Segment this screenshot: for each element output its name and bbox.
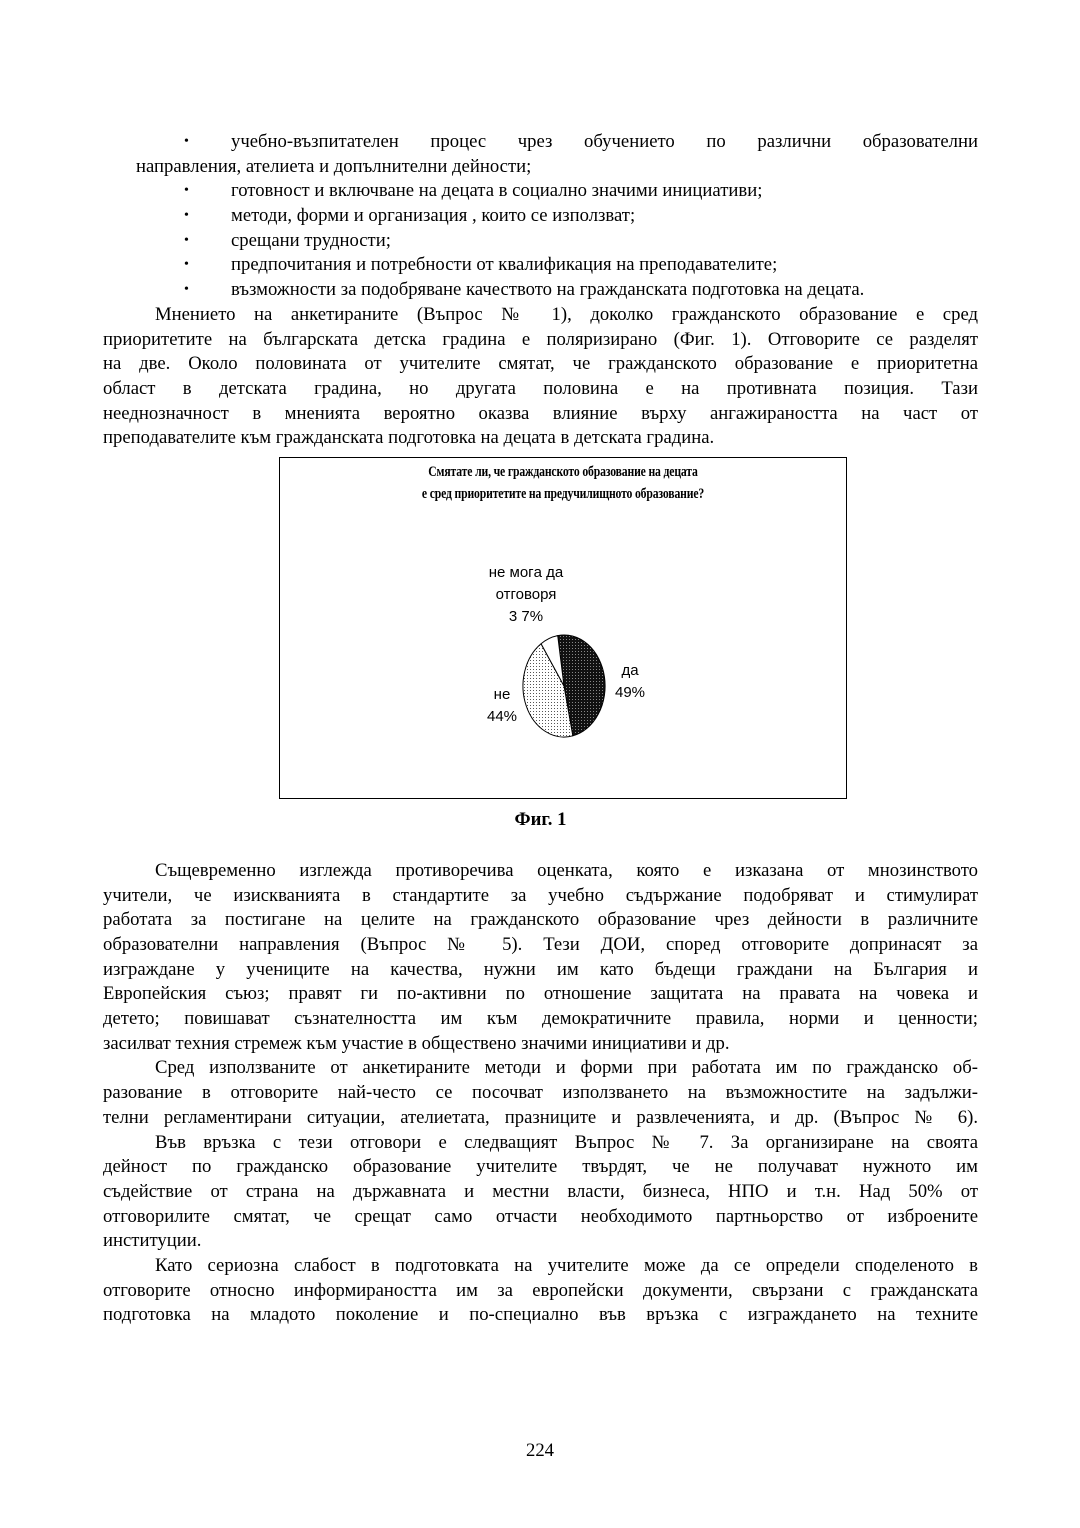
bullet-item: • възможности за подобряване качеството на гражданската подготовка на децата. bbox=[103, 278, 978, 303]
bullet-dot-icon: • bbox=[184, 282, 189, 298]
text-line: област в детската градина, но другата половина е на противната позиция. Тази bbox=[103, 377, 978, 399]
slice-label-yes: да 49% bbox=[614, 661, 646, 701]
bullet-continuation: направления, ателиета и допълнителни дейности; bbox=[136, 155, 532, 177]
bullet-item: • методи, форми и организация , които се използват; bbox=[103, 204, 978, 229]
chart-title-line1: Смятате ли, че гражданското образование на децата bbox=[428, 463, 698, 480]
text-line: институции. bbox=[103, 1230, 202, 1252]
paragraph-5 bbox=[103, 1254, 978, 1328]
text-line: отговорилите смятат, че срещат само отчасти необходимото партньорство от изброените bbox=[103, 1205, 978, 1227]
bullet-dot-icon: • bbox=[184, 257, 189, 273]
paragraph-1 bbox=[103, 303, 978, 451]
text-line: Мнението на анкетираните (Въпрос № 1), доколко гражданското образование е сред bbox=[155, 303, 978, 325]
text-line: работата за постигане на целите на гражданското образование чрез дейности в различните bbox=[103, 909, 978, 931]
bullet-dot-icon: • bbox=[184, 134, 189, 149]
text-line: приоритетите на българската детска градина е поляризирано (Фиг. 1). Отговорите се разделят bbox=[103, 328, 978, 350]
bullet-dot-icon: • bbox=[184, 208, 189, 224]
chart-title-line2: е сред приоритетите на предучилищното образование? bbox=[421, 485, 705, 502]
pie-chart bbox=[280, 458, 845, 798]
bullet-item: • срещани трудности; bbox=[103, 229, 978, 254]
bullet-item: • учебно-възпитателен процес чрез обучението по различни образователни bbox=[103, 130, 978, 155]
text-line: изграждане у учениците на качества, нужни им като бъдещи граждани на България и bbox=[103, 958, 978, 980]
text-line: Като сериозна слабост в подготовката на учителите може да се определи споделеното в bbox=[155, 1254, 978, 1276]
paragraph-4 bbox=[103, 1131, 978, 1254]
pie-chart-figure bbox=[279, 457, 847, 799]
text-line: дейност по гражданско образование учителите твърдят, че не получават нужното им bbox=[103, 1156, 978, 1178]
bullet-item: • предпочитания и потребности от квалификация на преподавателите; bbox=[103, 253, 978, 278]
text-line: учители, че изискванията в стандартите за учебно съдържание подобряват и стимулират bbox=[103, 884, 978, 906]
text-line: разование в отговорите най-често се посочват използването на възможностите на задължи- bbox=[103, 1082, 978, 1104]
text-line: образователни направления (Въпрос № 5). Тези ДОИ, според отговорите допринасят за bbox=[103, 934, 978, 955]
text-line: Същевременно изглежда противоречива оценката, която е изказана от мнозинството bbox=[155, 859, 978, 881]
page-body bbox=[103, 130, 978, 1328]
text-line: детето; повишават съзнателността им към демократичните правила, норми и ценности; bbox=[103, 1008, 978, 1030]
figure-caption: Фиг. 1 bbox=[514, 808, 567, 830]
text-line: преподавателите към гражданската подготовка на децата в детската градина. bbox=[103, 427, 715, 449]
text-line: съдействие от страна на държавната и местни власти, бизнеса, НПО и т.н. Над 50% от bbox=[103, 1180, 978, 1202]
paragraph-3 bbox=[103, 1056, 978, 1130]
text-line: отговорите относно информираността им за европейски документи, свързани с гражданската bbox=[103, 1279, 978, 1301]
text-line: на две. Около половината от учителите смятат, че гражданското образование е приоритетна bbox=[103, 353, 978, 375]
paragraph-2 bbox=[103, 859, 978, 1057]
text-line: Във връзка с тези отговори е следващият Въпрос № 7. За организиране на своята bbox=[155, 1131, 978, 1153]
text-line: подготовка на младото поколение и по-специално във връзка с изграждането на техните bbox=[103, 1304, 978, 1326]
bullet-item: • готовност и включване на децата в социално значими инициативи; bbox=[103, 179, 978, 204]
text-line: засилват техния стремеж към участие в обществено значими инициативи и др. bbox=[103, 1032, 730, 1054]
page-number: 224 bbox=[525, 1440, 555, 1461]
slice-label-no: не 44% bbox=[486, 685, 518, 725]
text-line: нееднозначност в мненията вероятно оказва влияние върху ангажираността на част от bbox=[103, 402, 978, 424]
slice-label-cannot-answer: не могa да отговоря 3 7% bbox=[488, 563, 564, 625]
bullet-dot-icon: • bbox=[184, 183, 189, 199]
text-line: телни регламентирани ситуации, ателиетата, празниците и развлеченията, и др. (Въпрос № 6). bbox=[103, 1106, 978, 1128]
bullet-dot-icon: • bbox=[184, 232, 189, 248]
text-line: Сред използваните от анкетираните методи и форми при работата им по гражданско об- bbox=[155, 1057, 978, 1079]
text-line: Европейския съюз; правят ги по-активни по отношение защитата на правата на човека и bbox=[103, 983, 978, 1005]
